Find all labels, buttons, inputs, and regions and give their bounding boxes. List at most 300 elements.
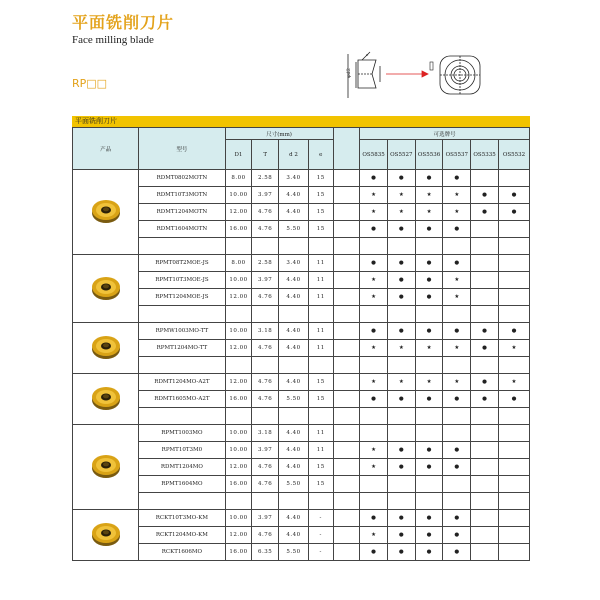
dot-icon: ● — [498, 204, 529, 221]
dot-icon: ● — [360, 510, 388, 527]
dim-d1-cell: 8.00 — [225, 170, 252, 187]
dim-d1-cell: 10.00 — [225, 323, 252, 340]
spacer-cell — [333, 425, 360, 442]
dim-d1-cell: 16.00 — [225, 476, 252, 493]
model-cell — [139, 306, 225, 323]
dot-icon: ● — [443, 221, 471, 238]
model-cell: RDMT1204MO — [139, 459, 225, 476]
star-icon: ★ — [360, 459, 388, 476]
dim-d1-cell: 12.00 — [225, 374, 252, 391]
dim-e-cell: 15 — [308, 204, 333, 221]
product-image-cell — [73, 510, 139, 561]
dim-d1-cell: 12.00 — [225, 459, 252, 476]
dot-icon: ● — [387, 527, 415, 544]
star-icon: ★ — [387, 187, 415, 204]
dot-icon: ● — [387, 272, 415, 289]
dim-d2-cell: 4.40 — [279, 510, 309, 527]
dim-d1-cell: 12.00 — [225, 527, 252, 544]
grade-cell — [471, 459, 499, 476]
dot-icon: ● — [443, 170, 471, 187]
grade-cell — [498, 255, 529, 272]
header-grades-group: 可选牌号 — [360, 128, 530, 140]
grade-cell — [471, 255, 499, 272]
grade-cell — [498, 425, 529, 442]
dot-icon: ● — [387, 221, 415, 238]
dot-icon: ● — [387, 391, 415, 408]
insert-diagram — [340, 48, 500, 100]
grade-cell — [498, 527, 529, 544]
dim-t-cell: 4.76 — [252, 340, 279, 357]
dot-icon: ● — [387, 510, 415, 527]
dim-d2-cell: 5.50 — [279, 476, 309, 493]
grade-cell — [471, 476, 499, 493]
dim-d2-cell: 5.50 — [279, 544, 309, 561]
header-product: 产品 — [73, 128, 139, 170]
star-icon: ★ — [387, 340, 415, 357]
dot-icon: ● — [360, 221, 388, 238]
dot-icon: ● — [415, 391, 443, 408]
dim-e-cell: - — [308, 544, 333, 561]
dim-d2-cell: 5.50 — [279, 221, 309, 238]
header-dim-3: e — [308, 140, 333, 170]
star-icon: ★ — [360, 289, 388, 306]
grade-cell — [498, 357, 529, 374]
star-icon: ★ — [360, 204, 388, 221]
dot-icon: ● — [415, 323, 443, 340]
table-row — [73, 476, 530, 493]
dot-icon: ● — [498, 391, 529, 408]
dim-d1-cell — [225, 408, 252, 425]
dim-d2-cell — [279, 357, 309, 374]
dot-icon: ● — [415, 221, 443, 238]
dot-icon: ● — [360, 323, 388, 340]
dim-t-cell: 3.97 — [252, 510, 279, 527]
dim-d1-cell: 10.00 — [225, 510, 252, 527]
dot-icon: ● — [415, 544, 443, 561]
top-view-drawing — [440, 56, 480, 94]
grade-cell — [471, 170, 499, 187]
model-cell: RDMT1604MOTN — [139, 221, 225, 238]
dim-t-cell — [252, 306, 279, 323]
round-insert-icon — [89, 520, 123, 548]
star-icon: ★ — [360, 272, 388, 289]
round-insert-icon — [89, 274, 123, 302]
model-cell: RPMT1003MO — [139, 425, 225, 442]
grade-cell — [471, 544, 499, 561]
series-label: RP□□ — [72, 77, 108, 90]
header-dim-2: d 2 — [279, 140, 309, 170]
grade-cell — [498, 306, 529, 323]
dim-d2-cell — [279, 493, 309, 510]
side-view-drawing — [346, 52, 380, 98]
dim-t-cell: 3.18 — [252, 323, 279, 340]
product-image-cell — [73, 425, 139, 510]
star-icon: ★ — [360, 340, 388, 357]
model-cell: RCKT1204MO-KM — [139, 527, 225, 544]
dim-t-cell — [252, 493, 279, 510]
dot-icon: ● — [471, 391, 499, 408]
table-row — [73, 306, 530, 323]
dim-e-cell: 11 — [308, 425, 333, 442]
dot-icon: ● — [415, 289, 443, 306]
dot-icon: ● — [443, 442, 471, 459]
dim-d1-cell — [225, 238, 252, 255]
grade-cell — [498, 476, 529, 493]
grade-cell — [387, 306, 415, 323]
dim-d2-cell: 4.40 — [279, 374, 309, 391]
dot-icon: ● — [443, 544, 471, 561]
grade-cell — [443, 425, 471, 442]
dim-t-cell: 4.76 — [252, 204, 279, 221]
table-row — [73, 187, 530, 204]
model-cell: RPMT10T3MOE-JS — [139, 272, 225, 289]
spacer-cell — [333, 408, 360, 425]
grade-cell — [471, 221, 499, 238]
model-cell: RDMT10T3MOTN — [139, 187, 225, 204]
dim-d1-cell: 16.00 — [225, 391, 252, 408]
grade-cell — [498, 289, 529, 306]
dot-icon: ● — [443, 255, 471, 272]
dim-t-cell: 4.76 — [252, 221, 279, 238]
product-image-cell — [73, 374, 139, 425]
star-icon: ★ — [387, 204, 415, 221]
dim-e-cell: 15 — [308, 391, 333, 408]
model-cell: RPMT10T3M0 — [139, 442, 225, 459]
grade-cell — [498, 442, 529, 459]
grade-cell — [471, 527, 499, 544]
table-row — [73, 170, 530, 187]
dim-d1-cell — [225, 357, 252, 374]
star-icon: ★ — [360, 187, 388, 204]
dim-t-cell — [252, 408, 279, 425]
dim-e-cell — [308, 493, 333, 510]
model-cell: RDMT1204MO-A2T — [139, 374, 225, 391]
spacer-cell — [333, 459, 360, 476]
header-dims-group: 尺寸(mm) — [225, 128, 333, 140]
dot-icon: ● — [443, 510, 471, 527]
dim-d2-cell: 4.40 — [279, 289, 309, 306]
dot-icon: ● — [360, 544, 388, 561]
product-image-cell — [73, 255, 139, 323]
header-grade-0: OS5835 — [360, 140, 388, 170]
dim-t-cell: 3.97 — [252, 442, 279, 459]
dot-icon: ● — [443, 527, 471, 544]
header-grade-1: OS5527 — [387, 140, 415, 170]
header-spacer — [333, 128, 360, 170]
spacer-cell — [333, 204, 360, 221]
spacer-cell — [333, 289, 360, 306]
dim-e-cell: 11 — [308, 323, 333, 340]
dim-d1-cell: 12.00 — [225, 204, 252, 221]
grade-cell — [415, 425, 443, 442]
dim-t-cell — [252, 238, 279, 255]
spec-table — [72, 127, 530, 561]
header-grade-3: OS5537 — [443, 140, 471, 170]
dim-t-cell — [252, 357, 279, 374]
star-icon: ★ — [360, 374, 388, 391]
dim-d1-cell: 12.00 — [225, 289, 252, 306]
spacer-cell — [333, 238, 360, 255]
spacer-cell — [333, 493, 360, 510]
grade-cell — [387, 493, 415, 510]
table-row — [73, 442, 530, 459]
dim-d2-cell: 4.40 — [279, 187, 309, 204]
dim-d2-cell: 4.40 — [279, 425, 309, 442]
grade-cell — [415, 238, 443, 255]
dim-e-cell: 11 — [308, 272, 333, 289]
product-image-cell — [73, 323, 139, 374]
page-title-en: Face milling blade — [72, 34, 154, 46]
section-title-bar: 平面铣削刀片 — [72, 116, 530, 127]
table-row — [73, 255, 530, 272]
grade-cell — [498, 459, 529, 476]
grade-cell — [387, 476, 415, 493]
table-row — [73, 289, 530, 306]
dot-icon: ● — [415, 272, 443, 289]
table-row — [73, 340, 530, 357]
dim-d2-cell: 4.40 — [279, 442, 309, 459]
dim-e-cell: 11 — [308, 340, 333, 357]
dim-e-cell: 11 — [308, 442, 333, 459]
table-row — [73, 204, 530, 221]
grade-cell — [443, 357, 471, 374]
round-insert-icon — [89, 384, 123, 412]
table-row — [73, 459, 530, 476]
dim-d1-cell: 16.00 — [225, 544, 252, 561]
grade-cell — [387, 357, 415, 374]
grade-cell — [415, 306, 443, 323]
dot-icon: ● — [387, 323, 415, 340]
dim-d2-cell: 4.40 — [279, 204, 309, 221]
grade-cell — [443, 408, 471, 425]
grade-cell — [498, 170, 529, 187]
star-icon: ★ — [443, 340, 471, 357]
dot-icon: ● — [360, 255, 388, 272]
dim-d2-cell: 5.50 — [279, 391, 309, 408]
table-row — [73, 391, 530, 408]
svg-text:φd2: φd2 — [346, 68, 352, 78]
dot-icon: ● — [471, 323, 499, 340]
grade-cell — [498, 493, 529, 510]
dot-icon: ● — [443, 323, 471, 340]
table-row — [73, 374, 530, 391]
spacer-cell — [333, 340, 360, 357]
dot-icon: ● — [471, 187, 499, 204]
grade-cell — [471, 306, 499, 323]
spacer-cell — [333, 221, 360, 238]
grade-cell — [471, 425, 499, 442]
model-cell — [139, 357, 225, 374]
dim-e-cell — [308, 408, 333, 425]
grade-cell — [471, 442, 499, 459]
dot-icon: ● — [387, 544, 415, 561]
table-row — [73, 323, 530, 340]
grade-cell — [498, 408, 529, 425]
dim-d2-cell: 4.40 — [279, 527, 309, 544]
grade-cell — [471, 238, 499, 255]
dot-icon: ● — [443, 391, 471, 408]
header-grade-5: OS5532 — [498, 140, 529, 170]
grade-cell — [498, 510, 529, 527]
model-cell: RPMT08T2MOE-JS — [139, 255, 225, 272]
grade-cell — [415, 357, 443, 374]
dot-icon: ● — [415, 442, 443, 459]
page-title-cn: 平面铣削刀片 — [72, 13, 175, 32]
dim-t-cell: 3.97 — [252, 272, 279, 289]
dot-icon: ● — [471, 374, 499, 391]
star-icon: ★ — [415, 340, 443, 357]
model-cell: RDMT1605MO-A2T — [139, 391, 225, 408]
dim-d2-cell — [279, 238, 309, 255]
dim-e-cell: 15 — [308, 221, 333, 238]
table-row — [73, 527, 530, 544]
star-icon: ★ — [415, 204, 443, 221]
spacer-cell — [333, 442, 360, 459]
dim-d2-cell: 4.40 — [279, 323, 309, 340]
dim-d2-cell: 4.40 — [279, 272, 309, 289]
grade-cell — [360, 476, 388, 493]
grade-cell — [471, 289, 499, 306]
model-cell: RPMT1604MO — [139, 476, 225, 493]
dim-d1-cell: 10.00 — [225, 272, 252, 289]
star-icon: ★ — [443, 272, 471, 289]
dim-e-cell: - — [308, 510, 333, 527]
product-image-cell — [73, 170, 139, 255]
dim-t-cell: 4.76 — [252, 459, 279, 476]
dim-d1-cell: 16.00 — [225, 221, 252, 238]
grade-cell — [360, 306, 388, 323]
star-icon: ★ — [443, 187, 471, 204]
model-cell: RCKT1606MO — [139, 544, 225, 561]
table-row — [73, 221, 530, 238]
dot-icon: ● — [415, 255, 443, 272]
dim-d2-cell — [279, 408, 309, 425]
spacer-cell — [333, 527, 360, 544]
dim-e-cell: 15 — [308, 459, 333, 476]
grade-cell — [471, 357, 499, 374]
dim-e-cell: 11 — [308, 289, 333, 306]
model-cell: RPMT1204MOE-JS — [139, 289, 225, 306]
grade-cell — [387, 408, 415, 425]
model-cell: RCKT10T3MO-KM — [139, 510, 225, 527]
grade-cell — [471, 493, 499, 510]
dim-e-cell — [308, 306, 333, 323]
dot-icon: ● — [415, 510, 443, 527]
grade-cell — [360, 425, 388, 442]
star-icon: ★ — [443, 289, 471, 306]
dot-icon: ● — [387, 255, 415, 272]
spacer-cell — [333, 544, 360, 561]
spacer-cell — [333, 272, 360, 289]
dim-e-cell: 15 — [308, 374, 333, 391]
star-icon: ★ — [360, 527, 388, 544]
dim-d2-cell: 3.40 — [279, 255, 309, 272]
dot-icon: ● — [387, 442, 415, 459]
star-icon: ★ — [498, 374, 529, 391]
dim-t-cell: 4.76 — [252, 289, 279, 306]
grade-cell — [498, 238, 529, 255]
grade-cell — [471, 408, 499, 425]
dim-d2-cell: 3.40 — [279, 170, 309, 187]
spacer-cell — [333, 391, 360, 408]
grade-cell — [415, 476, 443, 493]
dim-d2-cell: 4.40 — [279, 459, 309, 476]
grade-cell — [498, 221, 529, 238]
dim-e-cell: 15 — [308, 476, 333, 493]
dim-d2-cell — [279, 306, 309, 323]
dim-t-cell: 3.18 — [252, 425, 279, 442]
table-row — [73, 357, 530, 374]
header-dim-0: D1 — [225, 140, 252, 170]
grade-cell — [443, 238, 471, 255]
dim-t-cell: 3.97 — [252, 187, 279, 204]
spacer-cell — [333, 306, 360, 323]
grade-cell — [360, 238, 388, 255]
spacer-cell — [333, 170, 360, 187]
spacer-cell — [333, 255, 360, 272]
spacer-cell — [333, 510, 360, 527]
header-dim-1: T — [252, 140, 279, 170]
dim-d1-cell: 12.00 — [225, 340, 252, 357]
dim-d1-cell: 10.00 — [225, 425, 252, 442]
header-grade-2: OS5536 — [415, 140, 443, 170]
grade-cell — [443, 493, 471, 510]
spacer-cell — [333, 357, 360, 374]
round-insert-icon — [89, 452, 123, 480]
table-row — [73, 238, 530, 255]
dot-icon: ● — [415, 459, 443, 476]
model-cell: RDMT1204MOTN — [139, 204, 225, 221]
grade-cell — [443, 476, 471, 493]
table-row — [73, 408, 530, 425]
dim-e-cell: - — [308, 527, 333, 544]
dim-d1-cell: 10.00 — [225, 187, 252, 204]
dot-icon: ● — [387, 170, 415, 187]
header-grade-4: OS5335 — [471, 140, 499, 170]
model-cell — [139, 238, 225, 255]
dim-t-cell: 4.76 — [252, 391, 279, 408]
model-cell: RPMT1204MO-TT — [139, 340, 225, 357]
table-row — [73, 493, 530, 510]
grade-cell — [415, 493, 443, 510]
spacer-cell — [333, 323, 360, 340]
grade-cell — [415, 408, 443, 425]
dim-d1-cell — [225, 493, 252, 510]
star-icon: ★ — [498, 340, 529, 357]
model-cell — [139, 408, 225, 425]
table-row — [73, 272, 530, 289]
dot-icon: ● — [360, 170, 388, 187]
model-cell — [139, 493, 225, 510]
dim-e-cell: 15 — [308, 170, 333, 187]
dot-icon: ● — [387, 459, 415, 476]
grade-cell — [387, 238, 415, 255]
dot-icon: ● — [443, 459, 471, 476]
dim-e-cell: 15 — [308, 187, 333, 204]
star-icon: ★ — [415, 374, 443, 391]
star-icon: ★ — [360, 442, 388, 459]
dim-t-cell: 4.76 — [252, 476, 279, 493]
star-icon: ★ — [443, 374, 471, 391]
dot-icon: ● — [498, 187, 529, 204]
dim-e-cell: 11 — [308, 255, 333, 272]
dot-icon: ● — [498, 323, 529, 340]
dim-t-cell: 4.76 — [252, 374, 279, 391]
spacer-cell — [333, 476, 360, 493]
table-row — [73, 510, 530, 527]
table-row — [73, 544, 530, 561]
dot-icon: ● — [360, 391, 388, 408]
